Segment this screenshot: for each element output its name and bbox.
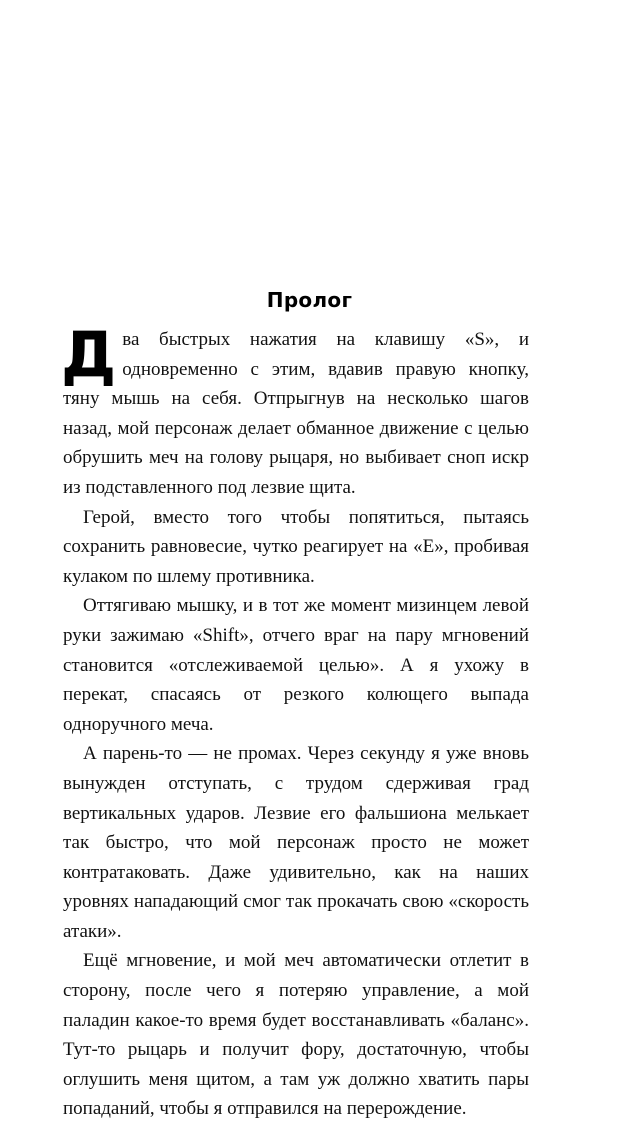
paragraph-2: Герой, вместо того чтобы попятиться, пытаясь сохранить равновесие, чутко реагирует на «E», пробивая кулаком по шлему противника. [63, 506, 529, 587]
paragraph-3: Оттягиваю мышку, и в тот же момент мизинцем левой руки зажимаю «Shift», отчего враг на пару мгновений становится «отслеживаемой целью». А я ухожу в перекат, спасаясь от резкого колющего выпада одноручного меча. [63, 595, 529, 735]
chapter-title: Пролог [266, 288, 353, 312]
paragraph-5: Ещё мгновение, и мой меч автоматически отлетит в сторону, после чего я потеряю управление, а мой паладин какое-то время будет восстанавливать «баланс». Тут-то рыцарь и получит фору, достаточную, чтобы оглушить меня щитом, а там уж должно хватить пары попаданий, чтобы я отправился на перерождение. [63, 950, 529, 1120]
paragraph-1-text: ва быстрых нажатия на клавишу «S», и одновременно с этим, вдавив правую кнопку, тяну мышь на себя. Отпрыгнув на несколько шагов назад, мой персонаж делает обманное движение с целью обрушить меч на голову рыцаря, но выбивает сноп искр из подставленного под лезвие щита. [63, 329, 529, 498]
paragraph-4: А парень-то — не промах. Через секунду я уже вновь вынужден отступать, с трудом сдерживая град вертикальных ударов. Лезвие его фальшиона мелькает так быстро, что мой персонаж просто не может контратаковать. Даже удивительно, как на наших уровнях нападающий смог так прокачать свою «скорость атаки». [63, 743, 529, 942]
drop-cap: Д [61, 318, 117, 391]
paragraph-1 [61, 318, 529, 503]
body-text [61, 318, 529, 1124]
